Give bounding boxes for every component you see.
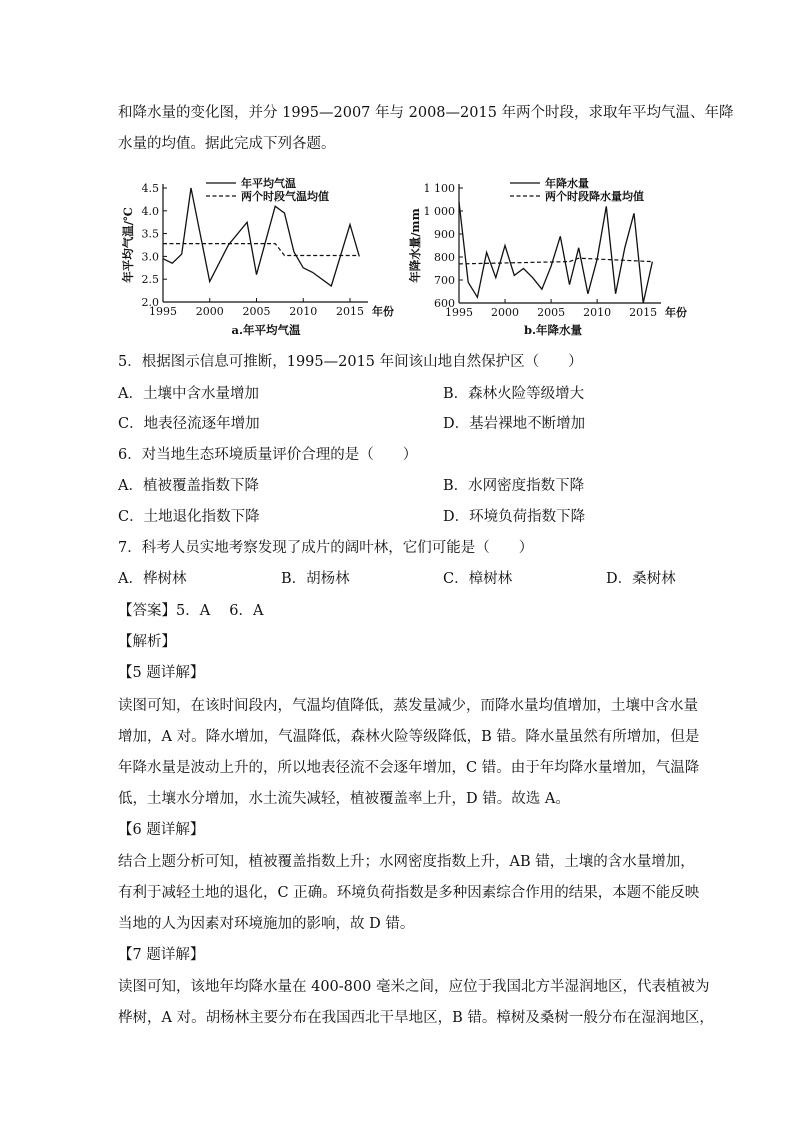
q5-option-b: B．森林火险等级增大 bbox=[443, 386, 585, 402]
detail6-heading: 【6 题详解】 bbox=[118, 822, 205, 838]
y-tick-label: 900 bbox=[434, 228, 455, 241]
y-tick-label: 1 000 bbox=[423, 205, 455, 218]
y-tick-label: 4.5 bbox=[141, 182, 159, 195]
y-axis-label: 年降水量/mm bbox=[408, 208, 422, 283]
y-tick-label: 3.0 bbox=[141, 250, 159, 264]
q5-option-c: C．地表径流逐年增加 bbox=[118, 416, 260, 432]
q5-option-a: A．土壤中含水量增加 bbox=[118, 386, 259, 402]
q7-stem: 7．科考人员实地考察发现了成片的阔叶林，它们可能是（ ） bbox=[118, 540, 534, 556]
answer-line: 【答案】5．A 6．A bbox=[118, 603, 264, 619]
x-tick-label: 2010 bbox=[583, 306, 612, 319]
y-tick-label: 2.0 bbox=[141, 296, 159, 309]
y-tick-label: 3.5 bbox=[141, 227, 159, 241]
chart-precipitation bbox=[405, 172, 700, 342]
y-tick-label: 4.0 bbox=[141, 204, 159, 218]
x-tick-label: 2015 bbox=[335, 305, 364, 318]
analysis-heading: 【解析】 bbox=[118, 634, 176, 650]
x-tick-label: 2005 bbox=[537, 306, 566, 319]
chart-caption: a.年平均气温 bbox=[231, 323, 301, 337]
detail7-heading: 【7 题详解】 bbox=[118, 947, 205, 963]
x-tick-label: 2000 bbox=[195, 305, 224, 318]
q6-option-c: C．土地退化指数下降 bbox=[118, 509, 260, 525]
q7-option-b: B．胡杨林 bbox=[281, 571, 350, 587]
y-tick-label: 600 bbox=[434, 297, 455, 310]
y-tick-label: 1 100 bbox=[423, 182, 455, 195]
detail6-line-2: 有利于减轻土地的退化，C 正确。环境负荷指数是多种因素综合作用的结果，本题不能反映 bbox=[118, 885, 700, 901]
detail6-line-1: 结合上题分析可知，植被覆盖指数上升；水网密度指数上升，AB 错，土壤的含水量增加， bbox=[118, 854, 695, 870]
x-tick-label: 1995 bbox=[445, 306, 473, 319]
detail6-line-3: 当地的人为因素对环境施加的影响，故 D 错。 bbox=[118, 916, 415, 932]
x-tick-label: 2010 bbox=[289, 305, 318, 318]
q7-option-a: A．桦树林 bbox=[118, 571, 187, 587]
q6-option-a: A．植被覆盖指数下降 bbox=[118, 478, 259, 494]
detail5-line-4: 低，土壤水分增加，水土流失减轻，植被覆盖率上升，D 错。故选 A。 bbox=[118, 791, 570, 807]
q7-option-d: D．桑树林 bbox=[606, 571, 676, 587]
intro-line-2: 水量的均值。据此完成下列各题。 bbox=[118, 136, 336, 152]
q6-stem: 6．对当地生态环境质量评价合理的是（ ） bbox=[118, 447, 418, 463]
intro-line-1: 和降水量的变化图，并分 1995—2007 年与 2008—2015 年两个时段，求取年平均气温、年降 bbox=[118, 105, 734, 121]
detail5-line-1: 读图可知，在该时间段内，气温均值降低，蒸发量减少，而降水量均值增加，土壤中含水量 bbox=[118, 698, 698, 714]
y-tick-label: 2.5 bbox=[141, 273, 159, 287]
detail5-heading: 【5 题详解】 bbox=[118, 665, 205, 681]
series-line bbox=[459, 202, 652, 303]
chart-caption: b.年降水量 bbox=[523, 323, 583, 337]
detail7-line-1: 读图可知，该地年均降水量在 400-800 毫米之间，应位于我国北方半湿润地区，代表植被为 bbox=[118, 979, 710, 995]
x-axis-label: 年份 bbox=[665, 306, 687, 319]
q6-option-b: B．水网密度指数下降 bbox=[443, 478, 585, 494]
q5-stem: 5．根据图示信息可推断，1995—2015 年间该山地自然保护区（ ） bbox=[118, 354, 583, 370]
legend-label: 两个时段气温均值 bbox=[241, 190, 329, 203]
x-tick-label: 2000 bbox=[491, 306, 520, 319]
q7-option-c: C．樟树林 bbox=[443, 571, 513, 587]
y-tick-label: 800 bbox=[434, 251, 455, 264]
legend-label: 年降水量 bbox=[545, 177, 589, 190]
y-axis-label: 年平均气温/℃ bbox=[121, 207, 135, 283]
detail7-line-2: 桦树，A 对。胡杨林主要分布在我国西北干旱地区，B 错。樟树及桑树一般分布在湿润地区， bbox=[118, 1010, 714, 1026]
legend-label: 年平均气温 bbox=[241, 177, 296, 190]
x-tick-label: 2015 bbox=[629, 306, 658, 319]
detail5-line-3: 年降水量是波动上升的，所以地表径流不会逐年增加，C 错。由于年均降水量增加，气温降 bbox=[118, 760, 700, 776]
x-tick-label: 1995 bbox=[149, 305, 177, 318]
detail5-line-2: 增加，A 对。降水增加，气温降低，森林火险等级降低，B 错。降水量虽然有所增加，但是 bbox=[118, 729, 700, 745]
chart-precipitation-svg bbox=[405, 172, 700, 342]
y-tick-label: 700 bbox=[434, 274, 455, 287]
q6-option-d: D．环境负荷指数下降 bbox=[443, 509, 586, 525]
mean-line bbox=[163, 244, 359, 256]
legend-label: 两个时段降水量均值 bbox=[545, 190, 644, 203]
mean-line bbox=[459, 258, 652, 264]
x-axis-label: 年份 bbox=[372, 305, 394, 318]
chart-temperature bbox=[118, 172, 418, 342]
x-tick-label: 2005 bbox=[242, 305, 271, 318]
q5-option-d: D．基岩裸地不断增加 bbox=[443, 416, 586, 432]
chart-temperature-svg bbox=[118, 172, 418, 342]
